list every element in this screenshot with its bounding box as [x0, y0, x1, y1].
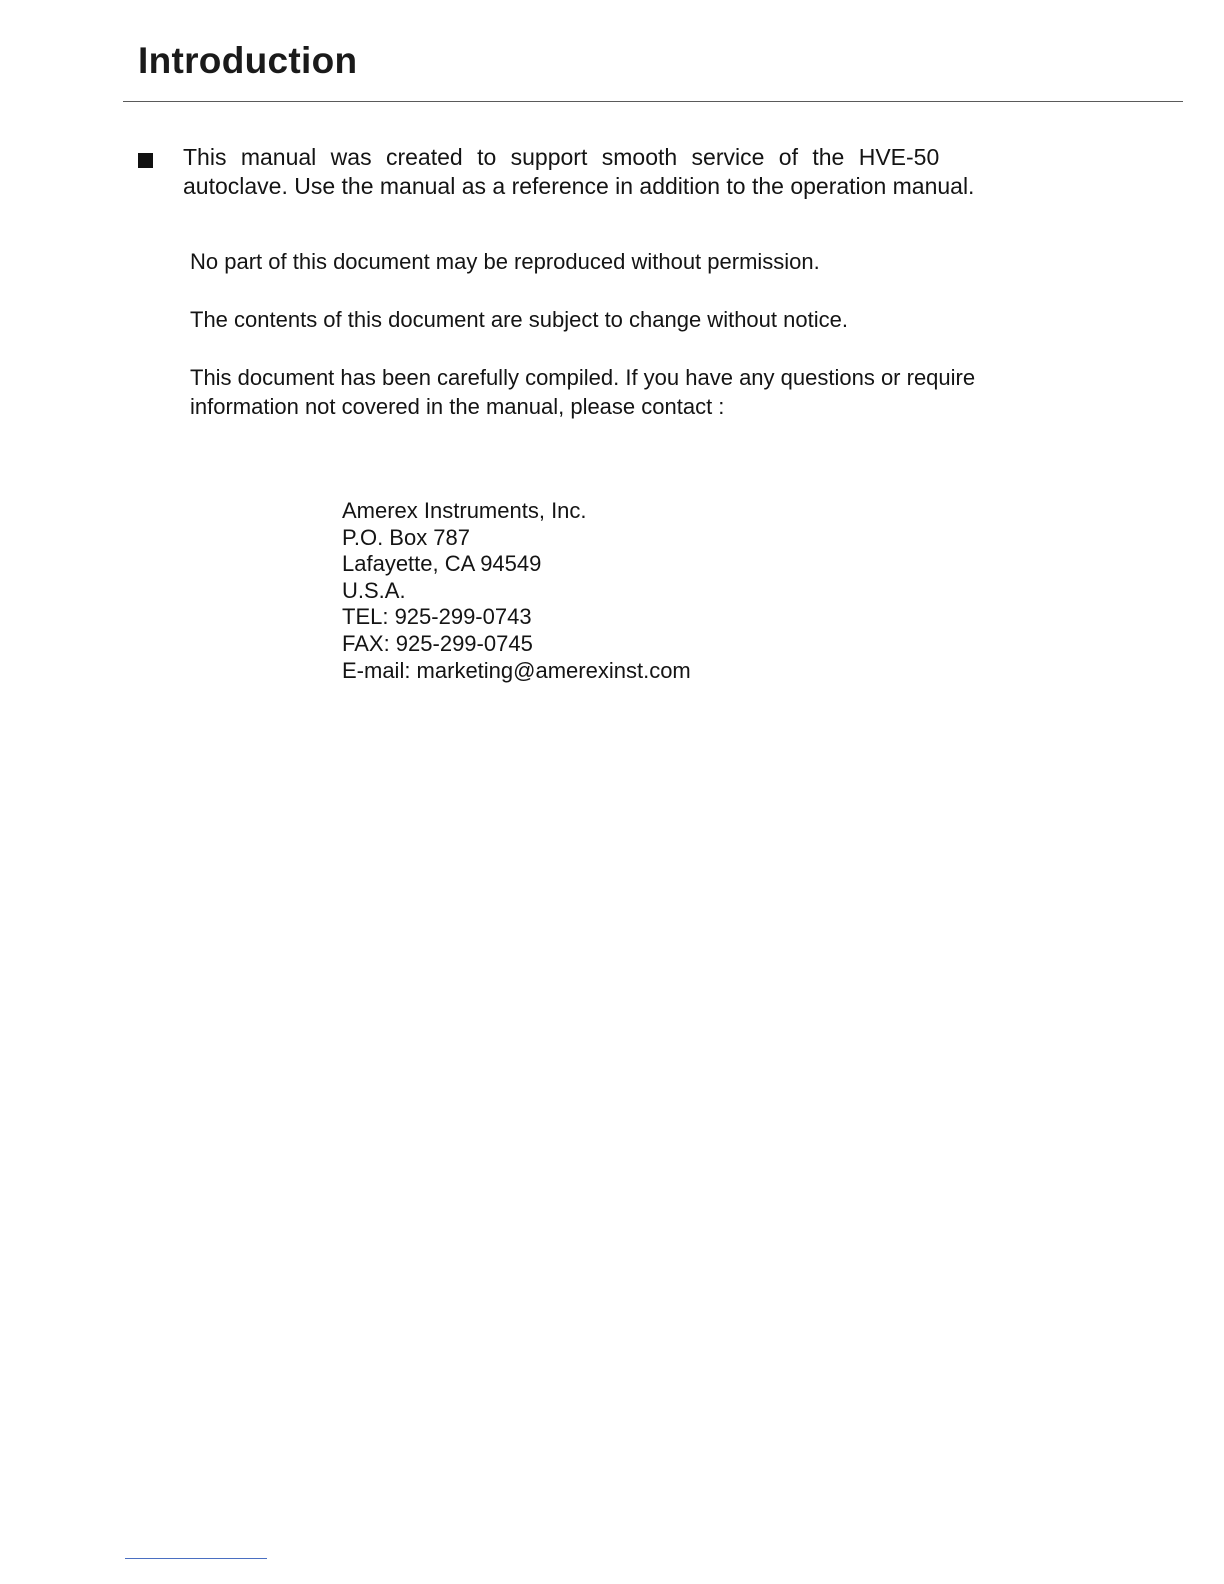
no-reproduction-notice: No part of this document may be reproduced without permission. — [190, 249, 820, 274]
intro-bullet-line-1: This manual was created to support smooth service of the HVE-50 — [183, 144, 940, 170]
contact-request-paragraph — [190, 363, 1150, 421]
po-box: P.O. Box 787 — [342, 524, 471, 550]
contact-address-block — [342, 498, 691, 684]
square-bullet-icon — [138, 153, 153, 168]
email: E-mail: marketing@amerexinst.com — [342, 657, 691, 683]
intro-bullet-paragraph — [183, 143, 1123, 201]
contact-request-line-2: information not covered in the manual, please contact : — [190, 394, 725, 419]
telephone: TEL: 925-299-0743 — [342, 604, 532, 630]
page-title: Introduction — [138, 40, 358, 81]
country: U.S.A. — [342, 577, 406, 603]
fax: FAX: 925-299-0745 — [342, 630, 533, 656]
footer-divider — [125, 1558, 267, 1559]
company-name: Amerex Instruments, Inc. — [342, 498, 587, 523]
title-underline-divider — [123, 101, 1183, 102]
subject-to-change-notice: The contents of this document are subject to change without notice. — [190, 307, 848, 332]
contact-request-line-1: This document has been carefully compiled. If you have any questions or require — [190, 365, 976, 390]
city-state-zip: Lafayette, CA 94549 — [342, 551, 542, 577]
intro-bullet-line-2: autoclave. Use the manual as a reference in addition to the operation manual. — [183, 173, 975, 199]
